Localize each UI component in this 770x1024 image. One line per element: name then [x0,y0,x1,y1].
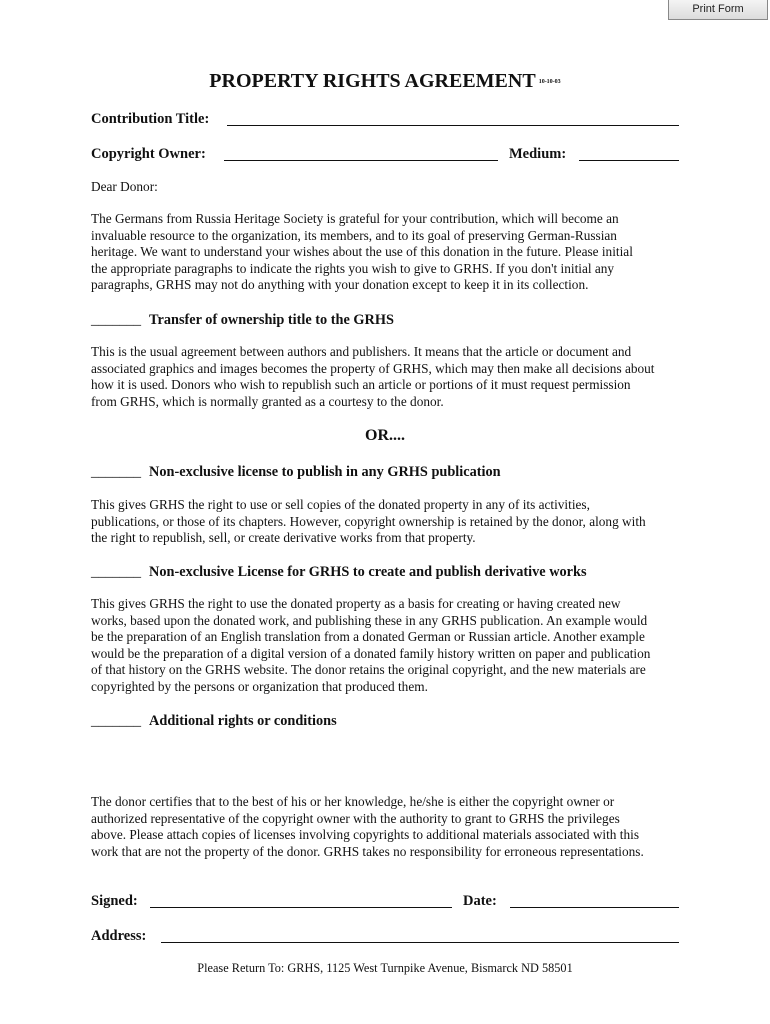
initial-blank-additional[interactable]: _______ [91,713,142,729]
section-heading-text: Non-exclusive License for GRHS to create and publish derivative works [149,564,587,580]
certification-paragraph [91,794,691,860]
body-line: publications, or those of its chapters. However, copyright ownership is retained by the donor, along with [91,513,646,529]
body-line: how it is used. Donors who wish to republish such an article or portions of it must request permission [91,377,631,393]
copyright-owner-label: Copyright Owner: [91,146,206,162]
signed-label: Signed: [91,893,138,909]
body-line: works, based upon the donated work, and publishing these in any GRHS publication. An example would [91,612,648,628]
intro-line: invaluable resource to the organization, its members, and to its goal of preserving German-Russian [91,227,617,243]
contribution-title-label: Contribution Title: [91,111,210,127]
body-line: from GRHS, which is normally granted as a courtesy to the donor. [91,393,444,409]
address-label: Address: [91,928,147,944]
section-heading-text: Transfer of ownership title to the GRHS [149,312,394,328]
section-heading-text: Non-exclusive license to publish in any GRHS publication [149,464,501,480]
version-code: 10-10-03 [538,79,561,86]
initial-blank-derivative[interactable]: _______ [91,564,142,580]
body-line: This gives GRHS the right to use or sell copies of the donated property in any of its activities, [91,497,590,512]
section-transfer-body [91,344,691,410]
medium-field[interactable] [579,160,679,161]
initial-blank-license-publish[interactable]: _______ [91,464,142,480]
return-address-footer: Please Return To: GRHS, 1125 West Turnpike Avenue, Bismarck ND 58501 [197,961,573,975]
signature-field[interactable] [150,907,452,908]
intro-line: heritage. We want to understand your wishes about the use of this donation in the future. Please initial [91,244,633,260]
intro-line: the appropriate paragraphs to indicate the rights you wish to give to GRHS. If you don't initial any [91,260,615,276]
body-line: be the preparation of an English translation from a donated German or Russian article. Another example [91,629,645,645]
print-form-button[interactable]: Print Form [668,0,768,20]
certification-line: work that are not the property of the donor. GRHS takes no responsibility for erroneous representations. [91,843,644,859]
greeting: Dear Donor: [91,179,158,194]
intro-paragraph [91,211,691,294]
copyright-owner-field[interactable] [224,160,498,161]
address-field[interactable] [161,942,679,943]
intro-line: paragraphs, GRHS may not do anything with your donation except to keep it in its collection. [91,277,589,293]
intro-line: The Germans from Russia Heritage Society is grateful for your contribution, which will become an [91,211,619,226]
section-transfer-heading [91,312,394,329]
body-line: would be the preparation of a digital version of a donated family history written on paper and publication [91,645,651,661]
initial-blank-transfer[interactable]: _______ [91,312,142,328]
section-derivative-body [91,596,691,696]
section-heading-text: Additional rights or conditions [149,713,337,729]
date-label: Date: [463,893,497,909]
body-line: the right to republish, sell, or create derivative works from that property. [91,530,476,546]
date-field[interactable] [510,907,679,908]
section-license-publish-body [91,497,691,547]
contribution-title-field[interactable] [227,125,679,126]
title-text: PROPERTY RIGHTS AGREEMENT [209,70,536,92]
body-line: associated graphics and images becomes the property of GRHS, which may then make all decisions about [91,360,655,376]
page-title [0,70,770,93]
section-derivative-heading [91,564,587,581]
medium-label: Medium: [509,146,567,162]
certification-line: authorized representative of the copyright owner with the authority to grant to GRHS the privileges [91,810,620,826]
or-separator: OR.... [365,427,405,444]
section-license-publish-heading [91,464,501,481]
section-additional-heading [91,713,337,730]
body-line: This is the usual agreement between authors and publishers. It means that the article or document and [91,344,632,359]
certification-line: above. Please attach copies of licenses involving copyrights to additional materials associated with this [91,827,639,843]
body-line: This gives GRHS the right to use the donated property as a basis for creating or having created new [91,596,621,611]
certification-line: The donor certifies that to the best of his or her knowledge, he/she is either the copyright owner or [91,794,615,809]
body-line: copyrighted by the persons or organization that produced them. [91,678,428,694]
body-line: of that history on the GRHS website. The donor retains the original copyright, and the new materials are [91,662,646,678]
